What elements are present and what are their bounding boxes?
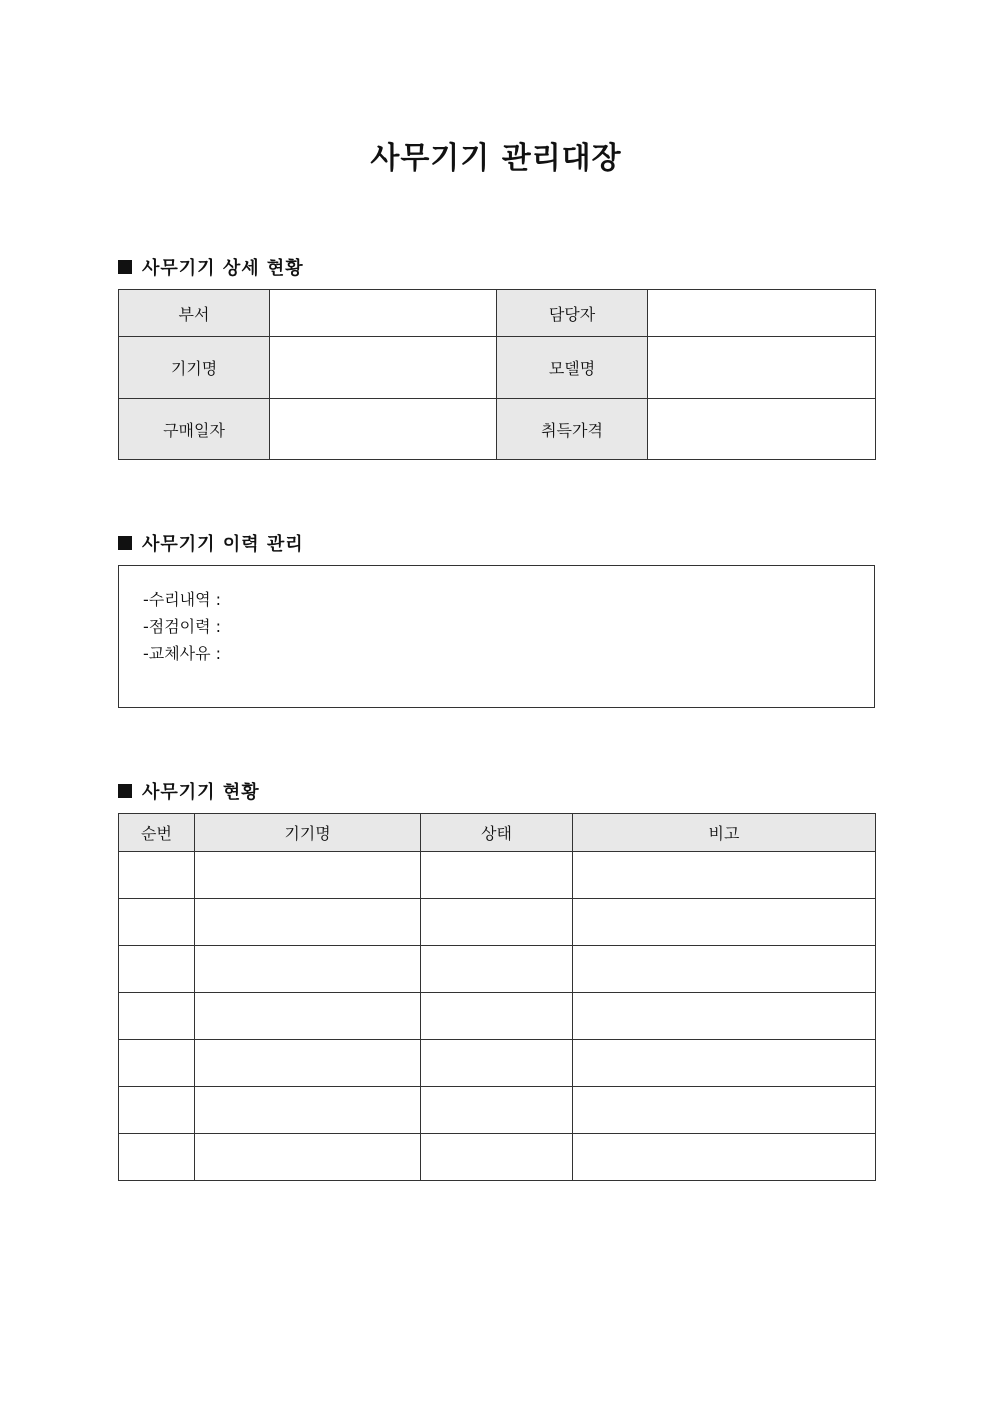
device-name-cell[interactable] [195, 852, 421, 899]
remarks-cell[interactable] [573, 1087, 876, 1134]
number-cell[interactable] [119, 852, 195, 899]
table-row [119, 1134, 876, 1181]
number-cell[interactable] [119, 1040, 195, 1087]
column-header-number: 순번 [119, 814, 195, 852]
purchase-date-value-cell[interactable] [270, 399, 497, 460]
state-cell[interactable] [421, 1134, 573, 1181]
status-section-heading [118, 778, 260, 804]
device-name-cell[interactable] [195, 1040, 421, 1087]
label-device-name: 기기명 [119, 337, 270, 399]
number-cell[interactable] [119, 1087, 195, 1134]
department-value-cell[interactable] [270, 290, 497, 337]
state-cell[interactable] [421, 1040, 573, 1087]
remarks-cell[interactable] [573, 993, 876, 1040]
table-row [119, 852, 876, 899]
detail-section-heading [118, 254, 304, 280]
history-box[interactable] [118, 565, 875, 708]
remarks-cell[interactable] [573, 1134, 876, 1181]
state-cell[interactable] [421, 1087, 573, 1134]
label-acquisition-price: 취득가격 [497, 399, 648, 460]
square-bullet-icon [118, 536, 132, 550]
remarks-cell[interactable] [573, 899, 876, 946]
history-lines [143, 586, 221, 667]
label-department: 부서 [119, 290, 270, 337]
history-heading-text: 사무기기 이력 관리 [142, 534, 304, 555]
table-row [119, 946, 876, 993]
inspection-history-line: -점검이력 : [143, 617, 222, 636]
detail-row [119, 337, 876, 399]
square-bullet-icon [118, 260, 132, 274]
detail-table [118, 289, 876, 460]
table-row [119, 1040, 876, 1087]
device-name-cell[interactable] [195, 1087, 421, 1134]
table-row [119, 899, 876, 946]
square-bullet-icon [118, 784, 132, 798]
model-name-value-cell[interactable] [648, 337, 876, 399]
device-name-value-cell[interactable] [270, 337, 497, 399]
label-purchase-date: 구매일자 [119, 399, 270, 460]
column-header-remarks: 비고 [573, 814, 876, 852]
history-section-heading [118, 530, 304, 556]
manager-value-cell[interactable] [648, 290, 876, 337]
remarks-cell[interactable] [573, 1040, 876, 1087]
number-cell[interactable] [119, 899, 195, 946]
column-header-state: 상태 [421, 814, 573, 852]
remarks-cell[interactable] [573, 946, 876, 993]
document-title: 사무기기 관리대장 [370, 141, 622, 176]
device-name-cell[interactable] [195, 1134, 421, 1181]
repair-history-line: -수리내역 : [143, 590, 222, 609]
number-cell[interactable] [119, 1134, 195, 1181]
remarks-cell[interactable] [573, 852, 876, 899]
number-cell[interactable] [119, 946, 195, 993]
status-header-row [119, 814, 876, 852]
label-model-name: 모델명 [497, 337, 648, 399]
table-row [119, 993, 876, 1040]
label-manager: 담당자 [497, 290, 648, 337]
state-cell[interactable] [421, 993, 573, 1040]
device-name-cell[interactable] [195, 899, 421, 946]
status-table [118, 813, 876, 1181]
device-name-cell[interactable] [195, 993, 421, 1040]
replacement-reason-line: -교체사유 : [143, 644, 222, 663]
state-cell[interactable] [421, 852, 573, 899]
detail-heading-text: 사무기기 상세 현황 [142, 258, 304, 279]
status-heading-text: 사무기기 현황 [142, 782, 260, 803]
detail-row [119, 290, 876, 337]
detail-row [119, 399, 876, 460]
device-name-cell[interactable] [195, 946, 421, 993]
column-header-device-name: 기기명 [195, 814, 421, 852]
state-cell[interactable] [421, 946, 573, 993]
state-cell[interactable] [421, 899, 573, 946]
table-row [119, 1087, 876, 1134]
number-cell[interactable] [119, 993, 195, 1040]
acquisition-price-value-cell[interactable] [648, 399, 876, 460]
status-table-body [119, 852, 876, 1181]
